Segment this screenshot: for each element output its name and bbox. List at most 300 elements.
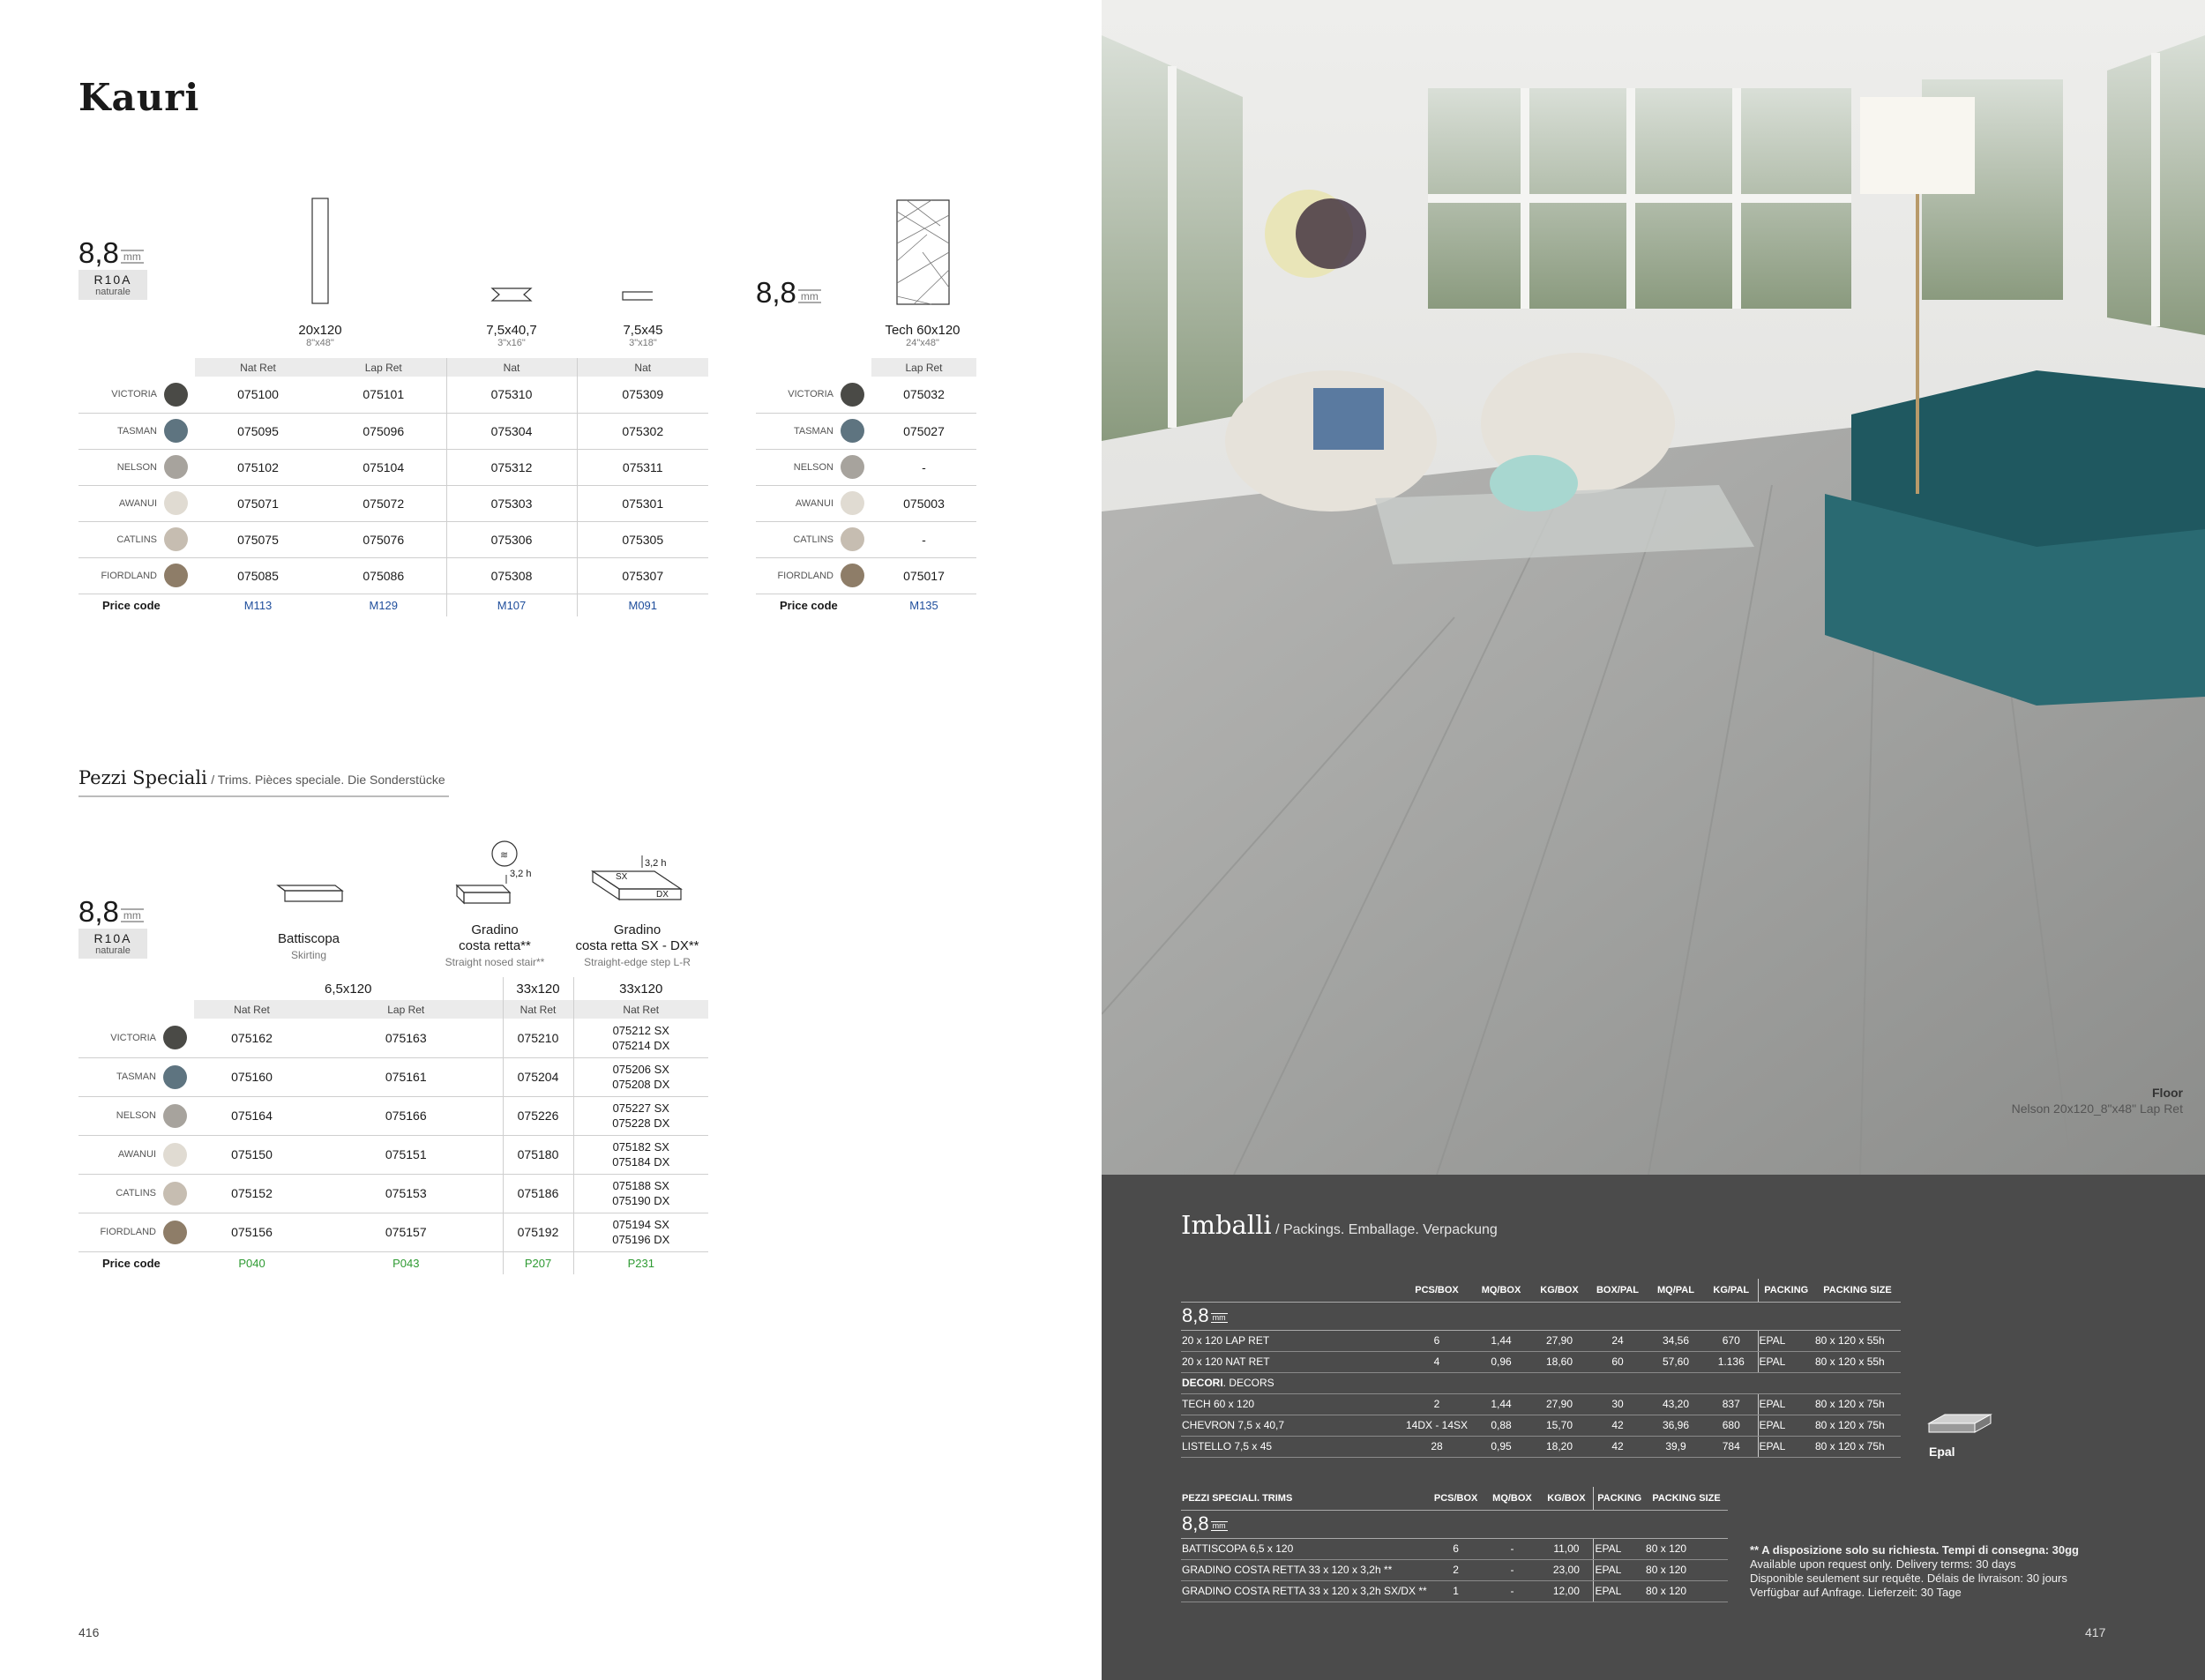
- col-header: Nat Ret: [573, 1000, 708, 1019]
- trims-section-heading: [78, 767, 449, 797]
- price-code: M091: [577, 594, 708, 616]
- product-code: 075156: [194, 1213, 310, 1251]
- product-code: 075192: [503, 1213, 573, 1251]
- finish-wrap: [78, 564, 195, 587]
- trim-name: costa retta SX - DX**: [575, 938, 699, 953]
- dx-code: 075184 DX: [612, 1155, 670, 1169]
- sx-label: SX: [616, 872, 628, 882]
- epal-pallet-icon: [1925, 1411, 1996, 1441]
- floor-caption-text: Nelson 20x120_8"x48" Lap Ret: [2011, 1101, 2183, 1116]
- color-swatch: [163, 1221, 187, 1244]
- format-size: 7,5x40,7: [486, 323, 537, 338]
- packing-cell: 1,44: [1472, 1393, 1530, 1415]
- sxdx-codes: [573, 1135, 708, 1174]
- thickness-badge: [78, 236, 149, 300]
- sxdx-codes: [573, 1057, 708, 1096]
- note-line: ** A disposizione solo su richiesta. Tempi di consegna: 30gg: [1750, 1543, 2079, 1557]
- product-code: 075095: [195, 413, 321, 449]
- floor-caption: [1851, 1085, 2183, 1116]
- price-code-label: Price code: [102, 598, 161, 612]
- product-code: 075164: [194, 1096, 310, 1135]
- product-code: 075160: [194, 1057, 310, 1096]
- finish-wrap: [78, 1221, 194, 1244]
- product-code: 075086: [321, 557, 446, 594]
- sxdx-codes: [573, 1096, 708, 1135]
- finish-cell: [78, 521, 195, 557]
- color-swatch: [164, 564, 188, 587]
- color-swatch: [164, 455, 188, 479]
- packing-cell: 1,44: [1472, 1330, 1530, 1351]
- skirting-drawing: [278, 885, 342, 901]
- finish-name: FIORDLAND: [101, 570, 157, 581]
- product-code: 075085: [195, 557, 321, 594]
- table-row: [78, 1135, 708, 1174]
- packing-cell: 24: [1588, 1330, 1647, 1351]
- format-size: Tech 60x120: [885, 323, 960, 338]
- color-swatch: [164, 419, 188, 443]
- trim-size: 6,5x120: [325, 981, 372, 997]
- dx-code: 075196 DX: [612, 1233, 670, 1246]
- table-row: [756, 413, 976, 449]
- packing-cell: 20 x 120 LAP RET: [1181, 1330, 1401, 1351]
- product-code: 075003: [871, 485, 976, 521]
- finish-wrap: [78, 1026, 194, 1049]
- packing-cell: 30: [1588, 1393, 1647, 1415]
- packing-cell: 6: [1401, 1330, 1472, 1351]
- packing-cell: -: [1485, 1538, 1540, 1559]
- floor-caption-title: Floor: [2152, 1086, 2183, 1100]
- color-swatch: [841, 491, 864, 515]
- color-swatch: [164, 491, 188, 515]
- table-row: [78, 377, 708, 413]
- thickness-value: 8,8: [1182, 1512, 1209, 1534]
- product-code: 075162: [194, 1019, 310, 1057]
- color-swatch: [841, 564, 864, 587]
- finish-cell: [78, 557, 195, 594]
- kauri-code-table: [78, 358, 708, 616]
- trim-drawings: [273, 836, 706, 907]
- color-swatch: [163, 1065, 187, 1089]
- product-code: 075017: [871, 557, 976, 594]
- thickness-unit: mm: [1212, 1521, 1226, 1530]
- format-size: 7,5x45: [623, 323, 663, 338]
- packing-cell: 18,20: [1530, 1436, 1588, 1457]
- product-code: 075312: [446, 449, 577, 485]
- product-code: 075151: [310, 1135, 503, 1174]
- product-code: 075306: [446, 521, 577, 557]
- page-number-left: 416: [78, 1625, 100, 1639]
- product-code: 075157: [310, 1213, 503, 1251]
- packing-cell: 0,95: [1472, 1436, 1530, 1457]
- finish-name: AWANUI: [117, 1149, 156, 1160]
- sx-code: 075182 SX: [612, 1140, 669, 1154]
- format-inch: 3"x16": [497, 338, 526, 348]
- packing-cell: 36,96: [1647, 1415, 1705, 1436]
- col-header: Lap Ret: [321, 358, 446, 377]
- finish-cell: [756, 557, 871, 594]
- packing-cell: 2: [1427, 1559, 1485, 1580]
- trim-sub: Straight-edge step L-R: [584, 956, 691, 968]
- finish-name: CATLINS: [116, 534, 157, 545]
- finish-cell: [756, 449, 871, 485]
- product-code: 075153: [310, 1174, 503, 1213]
- packing-cell: 39,9: [1647, 1436, 1705, 1457]
- trims-code-table: [78, 977, 708, 1274]
- tech-thickness-badge: [756, 276, 826, 310]
- color-swatch: [164, 527, 188, 551]
- color-swatch: [841, 527, 864, 551]
- product-code: 075210: [503, 1019, 573, 1057]
- finish-cell: [78, 1019, 194, 1057]
- format-inch: 8"x48": [306, 338, 334, 348]
- product-code: 075071: [195, 485, 321, 521]
- finish-cell: [756, 521, 871, 557]
- stair-drawing: [457, 841, 517, 903]
- sxdx-codes: [573, 1174, 708, 1213]
- trims-thickness-badge: [78, 895, 149, 959]
- price-code: P207: [503, 1251, 573, 1274]
- trim-name: Gradino: [613, 922, 662, 937]
- finish-wrap: [78, 1143, 194, 1167]
- packing-cell: 670: [1705, 1330, 1758, 1351]
- thickness-value: 8,8: [78, 895, 119, 928]
- sx-code: 075194 SX: [612, 1218, 669, 1231]
- finish-name: AWANUI: [118, 497, 157, 509]
- packing-subtitle: / Packings. Emballage. Verpackung: [1275, 1222, 1498, 1237]
- color-swatch: [163, 1026, 187, 1049]
- thickness-unit: mm: [1212, 1313, 1226, 1322]
- packing-row: [1181, 1415, 1901, 1436]
- format-7-5x45: [594, 323, 691, 348]
- packing-cell: 80 x 120 x 75h: [1814, 1393, 1901, 1415]
- finish-name: NELSON: [116, 1110, 156, 1121]
- format-7-5x40-7: [463, 323, 560, 348]
- finish-wrap: [78, 419, 195, 443]
- packing-cell: 43,20: [1647, 1393, 1705, 1415]
- pk-header: MQ/BOX: [1485, 1487, 1540, 1510]
- packing-cell: TECH 60 x 120: [1181, 1393, 1401, 1415]
- finish-name: VICTORIA: [111, 389, 157, 400]
- finish-cell: [756, 413, 871, 449]
- sx-code: 075206 SX: [612, 1063, 669, 1076]
- gradino-sxdx-label: [560, 922, 714, 970]
- table-row: [78, 1213, 708, 1251]
- packing-cell: 1: [1427, 1580, 1485, 1602]
- product-code: 075076: [321, 521, 446, 557]
- finish-name: VICTORIA: [110, 1032, 156, 1043]
- packing-cell: 2: [1401, 1393, 1472, 1415]
- packing-cell: 1.136: [1705, 1351, 1758, 1372]
- product-code: 075310: [446, 377, 577, 413]
- product-code: 075302: [577, 413, 708, 449]
- table-row: [78, 1019, 708, 1057]
- product-code: 075104: [321, 449, 446, 485]
- product-code: 075304: [446, 413, 577, 449]
- packing-heading: [1181, 1210, 1498, 1240]
- packing-row: [1181, 1559, 1728, 1580]
- format-inch: 3"x18": [629, 338, 657, 348]
- price-code: M129: [369, 598, 399, 612]
- finish-cell: [78, 377, 195, 413]
- finish-name: CATLINS: [793, 534, 833, 545]
- product-code: 075027: [871, 413, 976, 449]
- thickness-unit: mm: [798, 289, 821, 303]
- packing-cell: 680: [1705, 1415, 1758, 1436]
- finish-cell: [78, 1213, 194, 1251]
- price-code: P231: [573, 1251, 708, 1274]
- price-code: M107: [446, 594, 577, 616]
- col-header: Nat: [446, 358, 577, 377]
- packing-cell: 0,96: [1472, 1351, 1530, 1372]
- dx-code: 075214 DX: [612, 1038, 670, 1052]
- packing-cell: 12,00: [1539, 1580, 1594, 1602]
- finish-cell: [78, 1174, 194, 1213]
- finish-wrap: [756, 491, 871, 515]
- product-code: 075163: [310, 1019, 503, 1057]
- table-row: [78, 449, 708, 485]
- packing-cell: 60: [1588, 1351, 1647, 1372]
- finish-name: AWANUI: [795, 497, 833, 509]
- packing-cell: EPAL: [1758, 1351, 1814, 1372]
- product-code: 075072: [321, 485, 446, 521]
- stair-sxdx-height: 3,2 h: [645, 858, 667, 869]
- format-size: 20x120: [298, 323, 342, 338]
- finish-cell: [78, 1057, 194, 1096]
- finish-name: VICTORIA: [788, 389, 833, 400]
- trim-name: Battiscopa: [277, 931, 340, 946]
- finish-name: FIORDLAND: [777, 570, 833, 581]
- packing-cell: 42: [1588, 1436, 1647, 1457]
- finish-cell: [78, 485, 195, 521]
- packing-cell: 80 x 120 x 75h: [1814, 1436, 1901, 1457]
- format-drawings: [300, 196, 653, 309]
- trim-sub: Straight nosed stair**: [445, 956, 545, 968]
- tech-tile-drawing: [896, 199, 951, 307]
- finish-name: NELSON: [793, 461, 833, 473]
- table-row: [756, 449, 976, 485]
- color-swatch: [841, 419, 864, 443]
- finish-wrap: [78, 1104, 194, 1128]
- pk-header: MQ/BOX: [1472, 1279, 1530, 1302]
- price-code-label: Price code: [102, 1256, 161, 1270]
- dx-code: 075228 DX: [612, 1116, 670, 1130]
- col-header: Lap Ret: [871, 358, 976, 377]
- finish-wrap: [756, 455, 871, 479]
- finish-wrap: [756, 527, 871, 551]
- packing-cell: 837: [1705, 1393, 1758, 1415]
- finish-wrap: [756, 419, 871, 443]
- listello-drawing: [623, 292, 653, 300]
- product-code: -: [871, 449, 976, 485]
- table-row: [756, 377, 976, 413]
- sxdx-codes: [573, 1213, 708, 1251]
- trims-pk-label: PEZZI SPECIALI. TRIMS: [1181, 1487, 1427, 1510]
- product-code: 075204: [503, 1057, 573, 1096]
- dx-code: 075208 DX: [612, 1078, 670, 1091]
- product-code: 075309: [577, 377, 708, 413]
- finish-wrap: [756, 564, 871, 587]
- finish-cell: [78, 1135, 194, 1174]
- packing-cell: EPAL: [1594, 1538, 1645, 1559]
- page-title: Kauri: [78, 76, 200, 119]
- finish-wrap: [78, 455, 195, 479]
- tile-20x120-drawing: [312, 198, 328, 303]
- color-swatch: [841, 455, 864, 479]
- finish-name: CATLINS: [116, 1188, 156, 1198]
- packing-cell: LISTELLO 7,5 x 45: [1181, 1436, 1401, 1457]
- sx-code: 075188 SX: [612, 1179, 669, 1192]
- packing-cell: 27,90: [1530, 1330, 1588, 1351]
- table-row: [78, 1096, 708, 1135]
- pk-header: BOX/PAL: [1588, 1279, 1647, 1302]
- product-code: 075186: [503, 1174, 573, 1213]
- col-header: Nat: [577, 358, 708, 377]
- finish-cell: [756, 485, 871, 521]
- table-row: [756, 557, 976, 594]
- packing-cell: GRADINO COSTA RETTA 33 x 120 x 3,2h SX/DX **: [1181, 1580, 1427, 1602]
- price-code: M113: [243, 598, 273, 612]
- packing-cell: EPAL: [1758, 1415, 1814, 1436]
- trim-sub: Skirting: [290, 949, 326, 961]
- packing-cell: 4: [1401, 1351, 1472, 1372]
- slip-rating: R10A: [78, 270, 147, 287]
- finish-name: FIORDLAND: [100, 1227, 156, 1237]
- packing-cell: 34,56: [1647, 1330, 1705, 1351]
- decor-label-rest: . DECORS: [1222, 1377, 1274, 1389]
- thickness-value: 8,8: [78, 236, 119, 269]
- packing-cell: 80 x 120 x 55h: [1814, 1351, 1901, 1372]
- dx-label: DX: [656, 890, 669, 900]
- product-code: 075180: [503, 1135, 573, 1174]
- pk-header: KG/PAL: [1705, 1279, 1758, 1302]
- pk-header: KG/BOX: [1539, 1487, 1594, 1510]
- product-code: 075311: [577, 449, 708, 485]
- finish-wrap: [756, 383, 871, 407]
- packing-cell: 14DX - 14SX: [1401, 1415, 1472, 1436]
- note-line: Disponible seulement sur requête. Délais de livraison: 30 jours: [1750, 1572, 2067, 1585]
- chevron-drawing: [492, 288, 531, 301]
- sxdx-codes: [573, 1019, 708, 1057]
- packing-cell: 42: [1588, 1415, 1647, 1436]
- decor-label-bold: DECORI: [1182, 1377, 1223, 1389]
- packing-cell: 11,00: [1539, 1538, 1594, 1559]
- pk-header: PACKING SIZE: [1814, 1279, 1901, 1302]
- packing-cell: -: [1485, 1580, 1540, 1602]
- finish-label: naturale: [78, 287, 147, 300]
- sx-code: 075227 SX: [612, 1101, 669, 1115]
- packing-cell: EPAL: [1594, 1559, 1645, 1580]
- trim-name: Gradino: [471, 922, 519, 937]
- packing-cell: 80 x 120: [1645, 1559, 1728, 1580]
- price-code: P040: [238, 1256, 265, 1270]
- color-swatch: [163, 1143, 187, 1167]
- packing-cell: CHEVRON 7,5 x 40,7: [1181, 1415, 1401, 1436]
- room-photo: [1102, 0, 2205, 1175]
- packing-cell: 18,60: [1530, 1351, 1588, 1372]
- finish-name: TASMAN: [116, 1071, 156, 1082]
- finish-wrap: [78, 1182, 194, 1206]
- color-swatch: [163, 1104, 187, 1128]
- trim-size: 33x120: [503, 977, 573, 1000]
- packing-cell: EPAL: [1758, 1393, 1814, 1415]
- packing-cell: 23,00: [1539, 1559, 1594, 1580]
- table-row: [78, 1057, 708, 1096]
- pk-header: MQ/PAL: [1647, 1279, 1705, 1302]
- finish-cell: [78, 449, 195, 485]
- packing-cell: 80 x 120: [1645, 1538, 1728, 1559]
- battiscopa-label: [256, 931, 362, 963]
- slip-rating: R10A: [78, 929, 147, 945]
- product-code: 075075: [195, 521, 321, 557]
- product-code: 075305: [577, 521, 708, 557]
- finish-cell: [78, 413, 195, 449]
- product-code: 075303: [446, 485, 577, 521]
- trims-subtitle: / Trims. Pièces speciale. Die Sonderstücke: [211, 773, 445, 787]
- table-row: [78, 557, 708, 594]
- trims-title: Pezzi Speciali: [78, 767, 207, 788]
- packing-cell: 784: [1705, 1436, 1758, 1457]
- price-code-label: Price code: [780, 598, 838, 612]
- price-code: P043: [392, 1256, 420, 1270]
- table-row: [78, 1174, 708, 1213]
- finish-wrap: [78, 491, 195, 515]
- finish-name: NELSON: [116, 461, 157, 473]
- packing-cell: 0,88: [1472, 1415, 1530, 1436]
- left-page: [0, 0, 1102, 1680]
- packing-cell: 28: [1401, 1436, 1472, 1457]
- pk-header: PACKING: [1594, 1487, 1645, 1510]
- trim-name: costa retta**: [459, 938, 531, 953]
- product-code: 075150: [194, 1135, 310, 1174]
- trims-packing-table: [1181, 1487, 1728, 1602]
- col-header: Nat Ret: [195, 358, 321, 377]
- finish-name: TASMAN: [116, 425, 157, 437]
- product-code: 075100: [195, 377, 321, 413]
- product-code: 075032: [871, 377, 976, 413]
- note-line: Available upon request only. Delivery terms: 30 days: [1750, 1557, 2016, 1571]
- finish-wrap: [78, 527, 195, 551]
- product-code: 075102: [195, 449, 321, 485]
- packing-row: [1181, 1580, 1728, 1602]
- finish-cell: [78, 1096, 194, 1135]
- product-code: 075166: [310, 1096, 503, 1135]
- product-code: -: [871, 521, 976, 557]
- packing-cell: GRADINO COSTA RETTA 33 x 120 x 3,2h **: [1181, 1559, 1427, 1580]
- packing-row: [1181, 1330, 1901, 1351]
- packing-cell: 80 x 120: [1645, 1580, 1728, 1602]
- product-code: 075101: [321, 377, 446, 413]
- color-swatch: [163, 1182, 187, 1206]
- table-row: [78, 485, 708, 521]
- packing-cell: 20 x 120 NAT RET: [1181, 1351, 1401, 1372]
- packing-cell: 27,90: [1530, 1393, 1588, 1415]
- note-line: Verfügbar auf Anfrage. Lieferzeit: 30 Tage: [1750, 1586, 1962, 1599]
- thickness-value: 8,8: [1182, 1304, 1209, 1326]
- pk-header: PACKING: [1758, 1279, 1814, 1302]
- table-row: [756, 521, 976, 557]
- availability-note: [1750, 1543, 2079, 1600]
- table-row: [78, 521, 708, 557]
- thickness-value: 8,8: [756, 276, 796, 309]
- product-code: 075308: [446, 557, 577, 594]
- color-swatch: [164, 383, 188, 407]
- finish-wrap: [78, 383, 195, 407]
- sx-code: 075212 SX: [612, 1023, 669, 1037]
- trim-size: 33x120: [573, 977, 708, 1000]
- format-inch: 24"x48": [906, 338, 939, 348]
- finish-wrap: [78, 1065, 194, 1089]
- pk-header: PCS/BOX: [1427, 1487, 1485, 1510]
